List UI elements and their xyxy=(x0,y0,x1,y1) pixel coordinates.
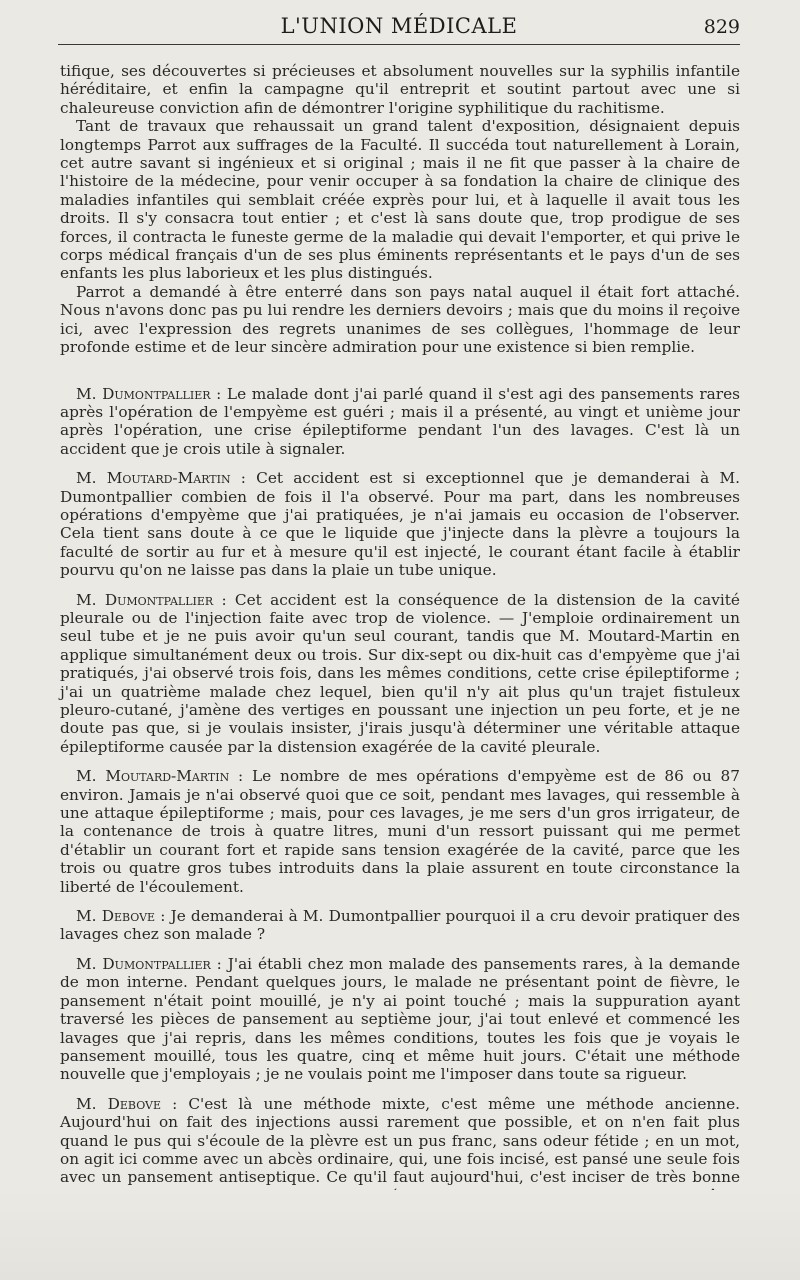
paragraph-text: Je demanderai à M. Dumontpallier pourquoi il a cru devoir pratiquer des lavages chez son malade ? xyxy=(60,907,740,944)
paragraph-text: Cet accident est la conséquence de la distension de la cavité pleurale ou de l'injection faite avec trop de violence. — J'emploie ordinairement un seul tube et je ne puis avoir qu'un seul courant, tandis que M. Moutard-Martin en applique simultanément deux ou trois. Sur dix-sept ou dix-huit cas d'empyème que j'ai pratiqués, j'ai observé trois fois, dans les mêmes conditions, cette crise épileptiforme ; j'ai un quatrième malade chez lequel, bien qu'il n'y ait plus qu'un trajet fistuleux pleuro-cutané, j'amène des vertiges en poussant une injection un peu forte, et je ne doute pas que, si je voulais insister, j'irais jusqu'à déterminer une véritable attaque épileptiforme causée par la distension exagérée de la cavité pleurale. xyxy=(60,590,740,756)
running-header xyxy=(58,10,740,44)
article-body xyxy=(60,62,740,1224)
paragraph-text: Le nombre de mes opérations d'empyème est de 86 ou 87 environ. Jamais je n'ai observé quoi que ce soit, pendant mes lavages, qui ressemble à une attaque épileptiforme ; mais, pour ces lavages, je me sers d'un gros irrigateur, de la contenance de trois à quatre litres, muni d'un ressort puissant qui me permet d'établir un courant fort et rapide sans tension exagérée de la cavité, parce que les trois ou quatre gros tubes introduits dans la plaie assurent en toute circonstance la liberté de l'écoulement. xyxy=(60,767,740,896)
spacer xyxy=(60,580,740,591)
spacer xyxy=(60,756,740,767)
paragraph xyxy=(60,283,740,357)
speaker-name: M. Moutard-Martin : xyxy=(76,469,246,488)
paragraph xyxy=(60,955,740,1084)
paragraph xyxy=(60,117,740,283)
header-rule xyxy=(58,44,740,45)
paragraph xyxy=(60,767,740,896)
paragraph-text: Parrot a demandé à être enterré dans son pays natal auquel il était fort attaché. Nous n'avons donc pas pu lui rendre les derniers devoirs ; mais que du moins il reçoive ici, avec l'expression des regrets unanimes de ses collègues, l'hommage de leur profonde estime et de leur sincère admiration pour une existence si bien remplie. xyxy=(60,282,740,357)
spacer xyxy=(60,357,740,385)
journal-title: L'UNION MÉDICALE xyxy=(280,14,518,38)
paragraph-text: J'ai établi chez mon malade des pansements rares, à la demande de mon interne. Pendant quelques jours, le malade ne présentant point de fièvre, le pansement n'était point mouillé, je n'y ai point touché ; mais la suppuration ayant traversé les pièces de pansement au septième jour, j'ai tout enlevé et commencé les lavages que j'ai repris, dans les mêmes conditions, toutes les fois que je voyais le pansement mouillé, tous les quatre, cinq et même huit jours. C'était une méthode nouvelle que j'employais ; je ne voulais point me l'imposer dans toute sa rigueur. xyxy=(60,954,740,1084)
page-number: 829 xyxy=(703,16,740,38)
spacer xyxy=(60,944,740,955)
page-bottom-margin xyxy=(0,1190,800,1280)
spacer xyxy=(60,896,740,907)
paragraph-text: Cet accident est si exceptionnel que je demanderai à M. Dumontpallier combien de fois il l'a observé. Pour ma part, dans les nombreuses opérations d'empyème que j'ai pratiquées, je n'ai jamais eu occasion de l'observer. Cela tient sans doute à ce que le liquide que j'injecte dans la plèvre a toujours la faculté de sortir au fur et à mesure qu'il est injecté, le courant étant facile à établir pourvu qu'on ne laisse pas dans la plaie un tube unique. xyxy=(60,469,740,580)
speaker-name: M. Debove : xyxy=(76,1094,178,1113)
paragraph-text: C'est là une méthode mixte, c'est même une méthode ancienne. Aujourd'hui on fait des injections aussi rarement que possible, et on n'en fait plus quand le pus qui s'écoule de la plèvre est un pus franc, sans odeur fétide ; en un mot, on agit ici comme avec un abcès ordinaire, qui, une fois incisé, est pansé une seule fois avec un pansement antiseptique. Ce qu'il faut aujourd'hui, c'est inciser de très bonne xyxy=(60,1094,740,1187)
speaker-name: M. Debove : xyxy=(76,907,166,926)
spacer xyxy=(60,458,740,469)
speaker-name: M. Dumontpallier : xyxy=(76,954,222,973)
spacer xyxy=(60,1084,740,1095)
paragraph-text: Tant de travaux que rehaussait un grand talent d'exposition, désignaient depuis longtemps Parrot aux suffrages de la Faculté. Il succéda tout naturellement à Lorain, cet autre savant si ingénieux et si original ; mais il ne fit que passer à la chaire de l'histoire de la médecine, pour venir occuper à sa fondation la chaire de clinique des maladies infantiles qui semblait créée exprès pour lui, et à laquelle il avait tous les droits. Il s'y consacra tout entier ; et c'est là sans doute que, trop prodigue de ses forces, il contracta le funeste germe de la maladie qui devait l'emporter, et qui prive le corps médical français d'un de ses plus éminents représentants et le pays d'un de ses enfants les plus laborieux et les plus distingués. xyxy=(60,117,740,283)
speaker-name: M. Dumontpallier : xyxy=(76,590,227,609)
paragraph-text: Le malade dont j'ai parlé quand il s'est agi des pansements rares après l'opération de l'empyème est guéri ; mais il a présenté, au vingt et unième jour après l'opération, une crise épileptiforme pendant l'un des lavages. C'est là un accident que je crois utile à signaler. xyxy=(60,384,740,458)
paragraph-text: tifique, ses découvertes si précieuses et absolument nouvelles sur la syphilis infantile héréditaire, et enfin la campagne qu'il entreprit et soutint partout avec une si chaleureuse conviction afin de démontrer l'origine syphilitique du rachitisme. xyxy=(60,62,740,117)
speaker-name: M. Dumontpallier : xyxy=(76,384,222,403)
paragraph xyxy=(60,469,740,579)
paragraph xyxy=(60,907,740,944)
paragraph xyxy=(60,385,740,459)
speaker-name: M. Moutard-Martin : xyxy=(76,767,244,786)
paragraph xyxy=(60,62,740,117)
paragraph xyxy=(60,591,740,757)
